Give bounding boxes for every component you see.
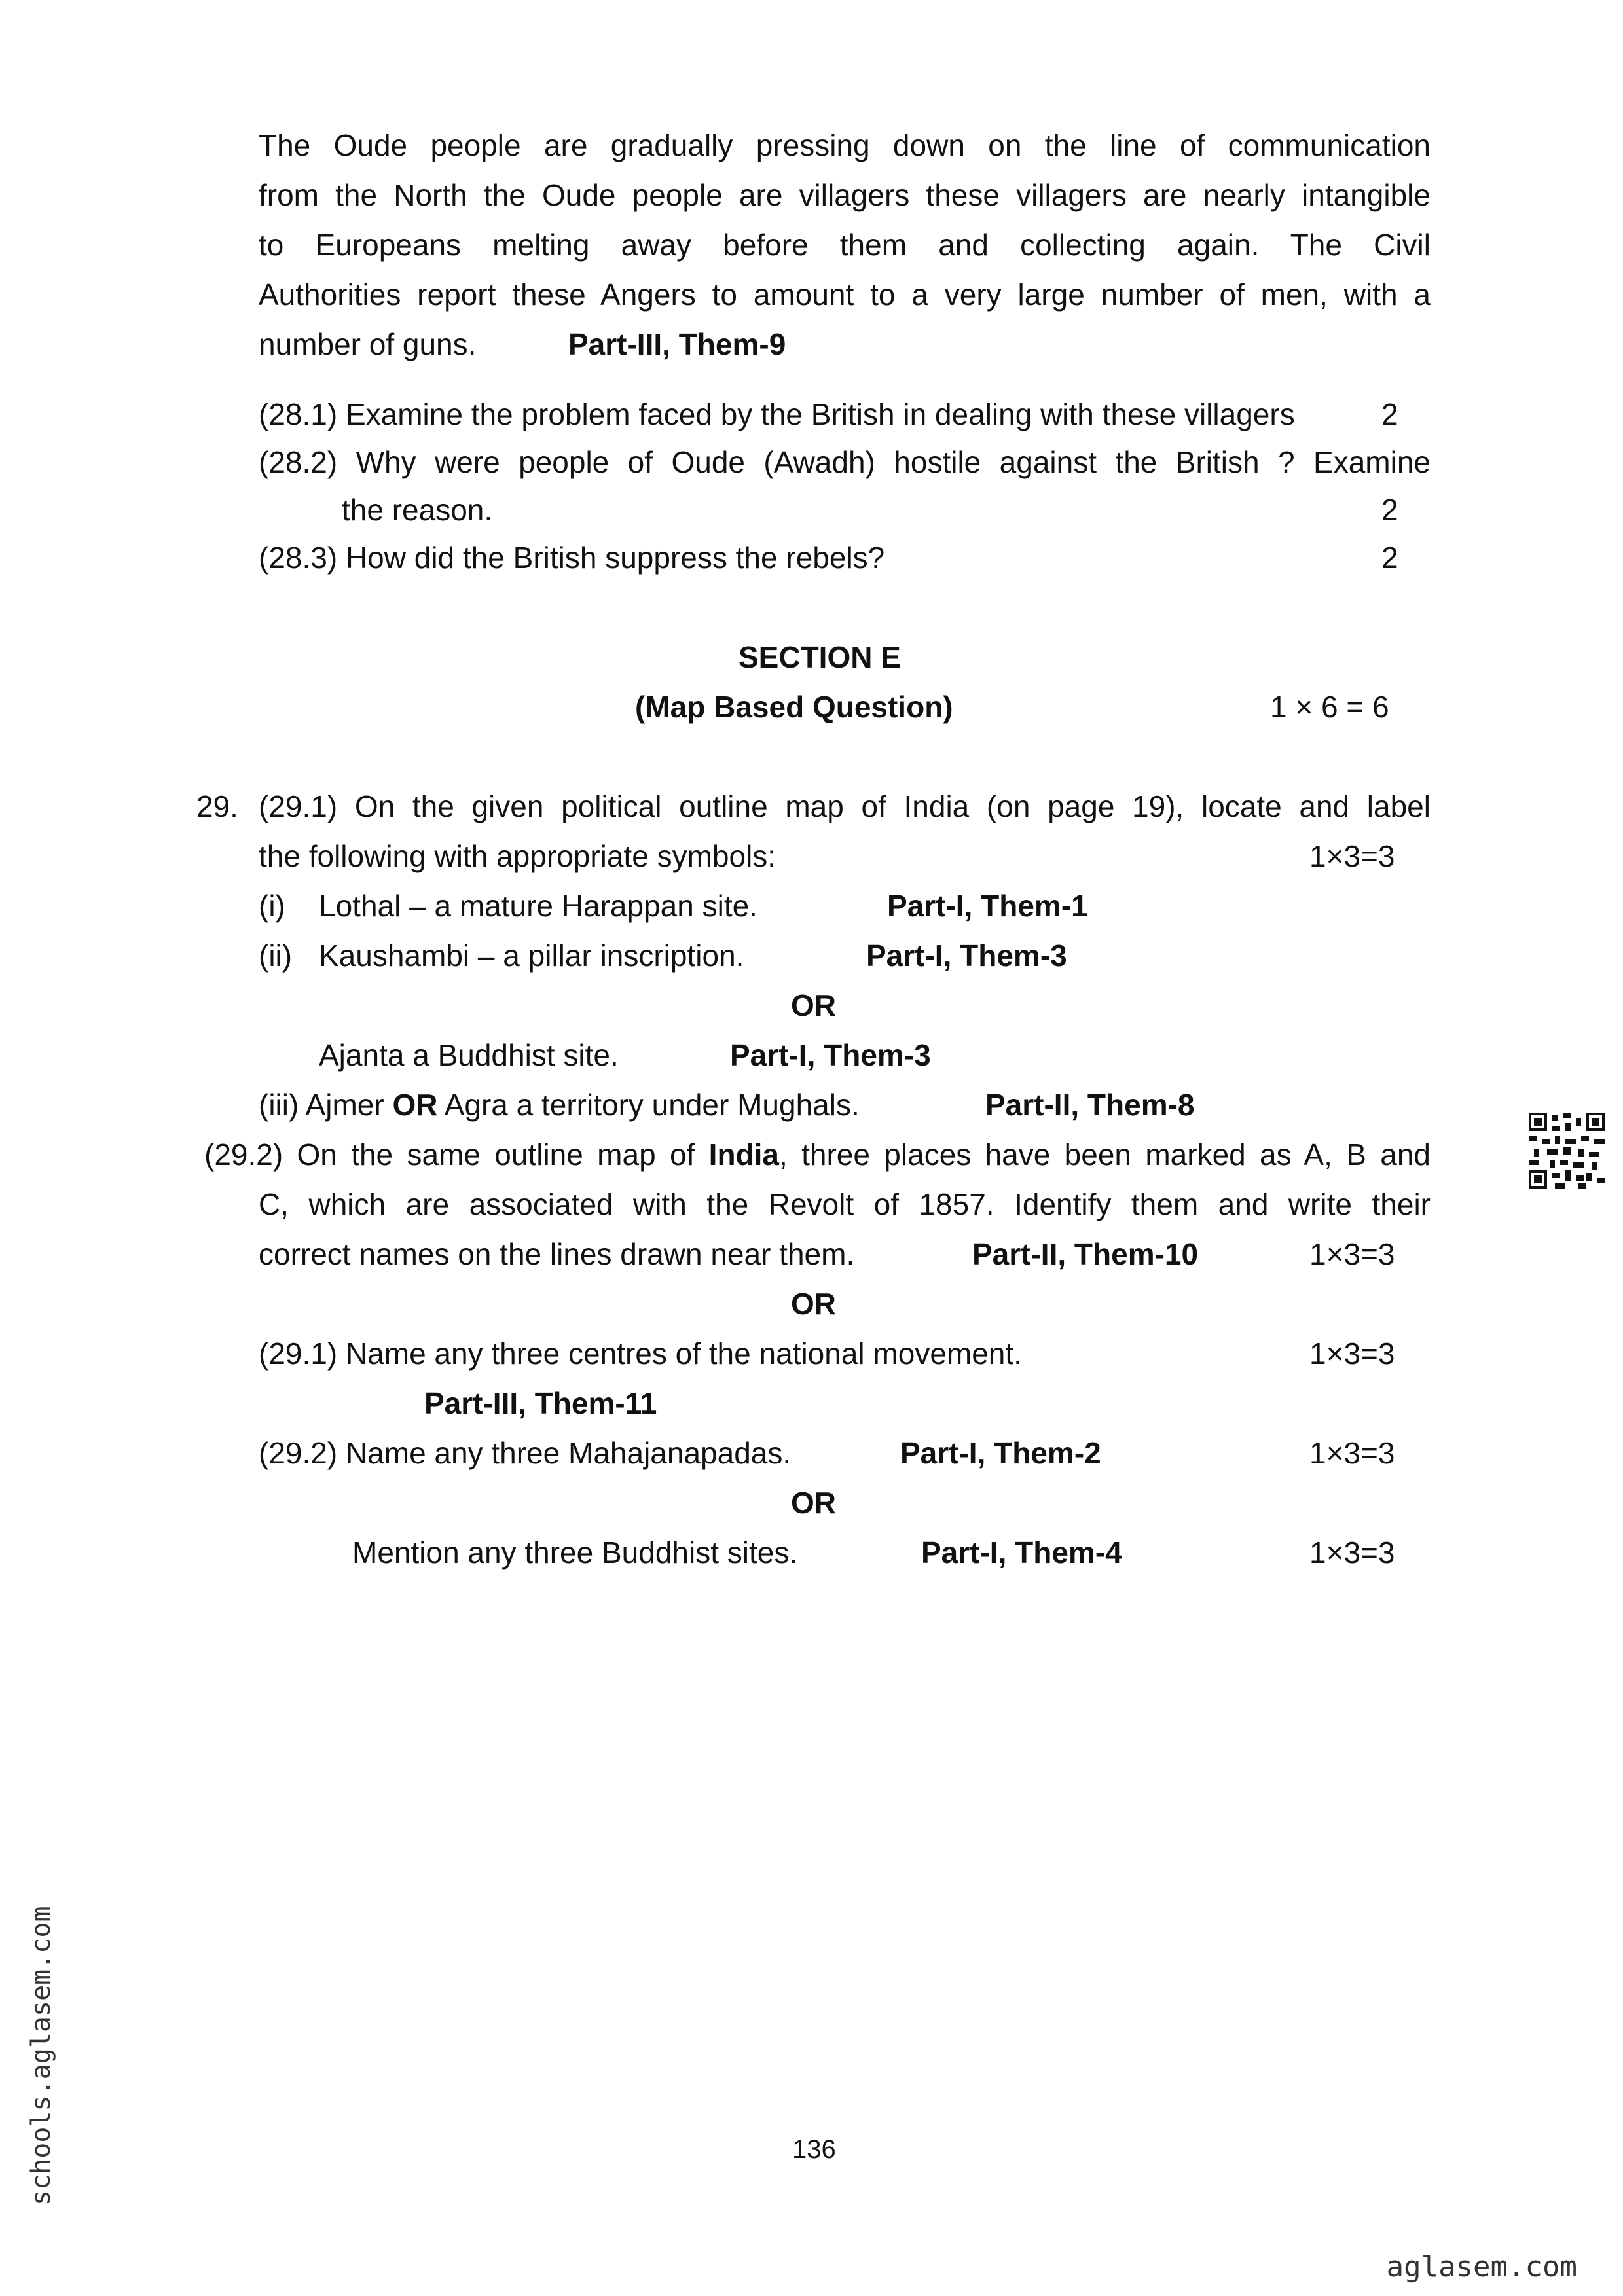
- item-i-reference: Part-I, Them-1: [887, 889, 1088, 923]
- passage-reference: Part-III, Them-9: [568, 327, 786, 361]
- alternative-29-1-text: (29.1) Name any three centres of the national movement.: [259, 1336, 1022, 1371]
- page-number: 136: [792, 2135, 836, 2164]
- section-subtitle: (Map Based Question): [635, 690, 953, 724]
- passage-line: Authorities report these Angers to amount to a very large number of men, with a: [259, 278, 1431, 312]
- question-number: 29.: [196, 789, 238, 823]
- or-divider: OR: [791, 988, 836, 1022]
- qr-code-icon: [1529, 1113, 1605, 1192]
- item-iii-text: (iii) Ajmer OR Agra a territory under Mughals.: [259, 1088, 860, 1122]
- alternative-29-3-text: Mention any three Buddhist sites.: [352, 1535, 798, 1570]
- passage-line: to Europeans melting away before them and collecting again. The Civil: [259, 228, 1431, 262]
- section-marks: 1 × 6 = 6: [1270, 690, 1389, 724]
- question-28-2-marks: 2: [1381, 493, 1398, 527]
- question-28-3-marks: 2: [1381, 541, 1398, 575]
- alternative-item-text: Ajanta a Buddhist site.: [319, 1038, 619, 1072]
- question-29-1-marks: 1×3=3: [1309, 839, 1395, 873]
- alternative-29-2-reference: Part-I, Them-2: [900, 1436, 1101, 1470]
- side-watermark: schools.aglasem.com: [26, 1906, 56, 2206]
- alternative-29-1-reference: Part-III, Them-11: [424, 1386, 657, 1420]
- item-ii-reference: Part-I, Them-3: [866, 939, 1067, 973]
- alternative-29-3-marks: 1×3=3: [1309, 1535, 1395, 1570]
- question-29-2-line1: (29.2) On the same outline map of India, three places have been marked as A, B and: [204, 1138, 1431, 1172]
- passage-last-line: number of guns.: [259, 327, 477, 361]
- alternative-29-1-marks: 1×3=3: [1309, 1336, 1395, 1371]
- alternative-29-2-marks: 1×3=3: [1309, 1436, 1395, 1470]
- question-29-2-reference: Part-II, Them-10: [972, 1237, 1199, 1271]
- alternative-29-2-text: (29.2) Name any three Mahajanapadas.: [259, 1436, 792, 1470]
- item-i-text: Lothal – a mature Harappan site.: [319, 889, 757, 923]
- question-29-2-marks: 1×3=3: [1309, 1237, 1395, 1271]
- question-29-1-line2: the following with appropriate symbols:: [259, 839, 776, 873]
- question-28-1: (28.1) Examine the problem faced by the British in dealing with these villagers: [259, 397, 1295, 431]
- passage-line: The Oude people are gradually pressing down on the line of communication: [259, 128, 1431, 162]
- item-ii-text: Kaushambi – a pillar inscription.: [319, 939, 744, 973]
- question-28-2-continued: the reason.: [342, 493, 493, 527]
- alternative-item-reference: Part-I, Them-3: [730, 1038, 931, 1072]
- item-iii-reference: Part-II, Them-8: [985, 1088, 1195, 1122]
- question-29-2-line3: correct names on the lines drawn near them.: [259, 1237, 855, 1271]
- question-28-1-marks: 2: [1381, 397, 1398, 431]
- question-28-3: (28.3) How did the British suppress the rebels?: [259, 541, 885, 575]
- or-divider: OR: [791, 1486, 836, 1520]
- alternative-29-3-reference: Part-I, Them-4: [921, 1535, 1122, 1570]
- question-28-2: (28.2) Why were people of Oude (Awadh) hostile against the British ? Examine: [259, 445, 1431, 479]
- question-29-1-line1: (29.1) On the given political outline map of India (on page 19), locate and label: [259, 789, 1431, 823]
- passage-line: from the North the Oude people are villagers these villagers are nearly intangible: [259, 178, 1431, 212]
- or-divider: OR: [791, 1287, 836, 1321]
- item-i-label: (i): [259, 889, 285, 923]
- section-title: SECTION E: [739, 640, 901, 674]
- item-ii-label: (ii): [259, 939, 293, 973]
- question-29-2-line2: C, which are associated with the Revolt of 1857. Identify them and write their: [259, 1187, 1431, 1221]
- bottom-watermark: aglasem.com: [1386, 2250, 1577, 2284]
